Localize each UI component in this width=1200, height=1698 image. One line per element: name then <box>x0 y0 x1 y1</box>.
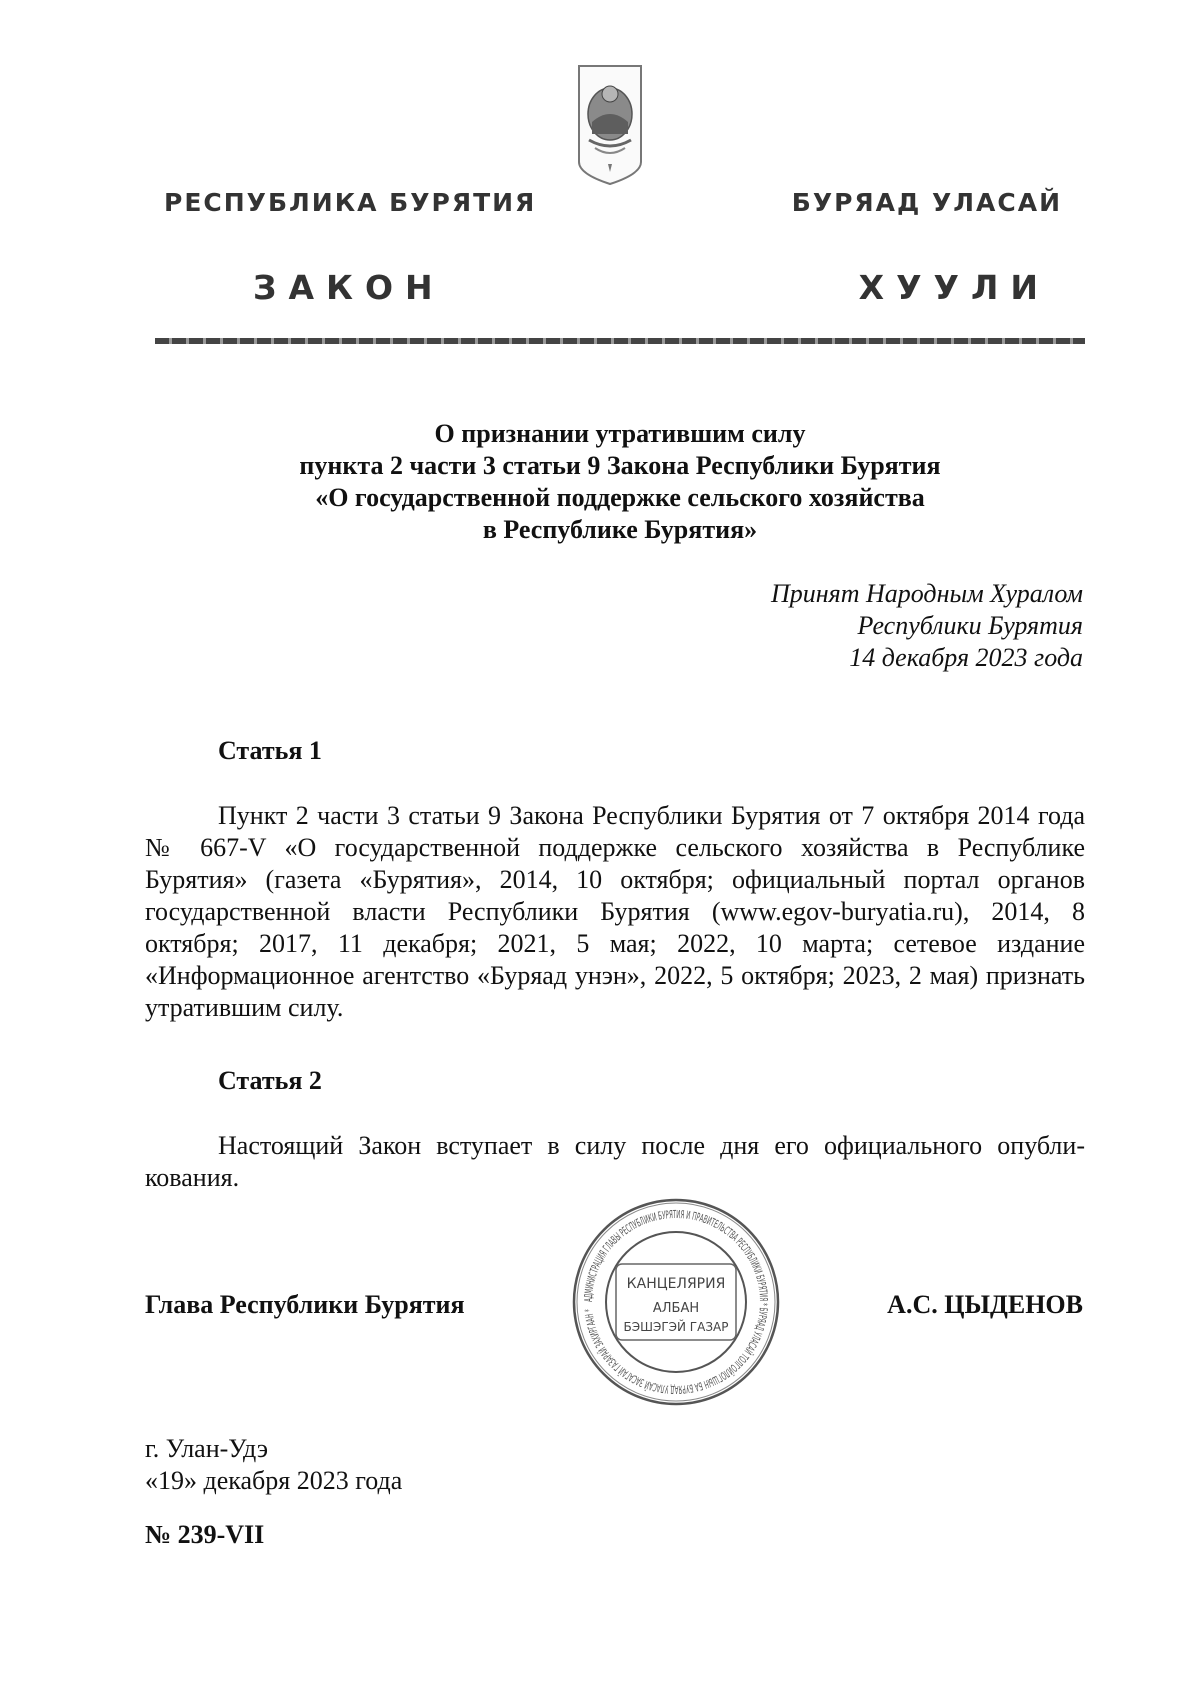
coat-of-arms-emblem <box>575 62 645 187</box>
city: г. Улан-Удэ <box>145 1434 269 1463</box>
title-line-2: пункта 2 части 3 статьи 9 Закона Республики Бурятия <box>299 451 941 480</box>
article-1-heading: Статья 1 <box>218 736 322 765</box>
header-divider <box>155 338 1085 344</box>
seal-outer-text: АДМИНИСТРАЦИЯ ГЛАВЫ РЕСПУБЛИКИ БУРЯТИЯ И ПРАВИТЕЛЬСТВА РЕСПУБЛИКИ БУРЯТИЯ * БУРЯАД УЛАСАЙ ТОЛГОЙЛОГШЫН БА БУРЯАД УЛАСАЙ ЗАСАГАЙ ГАЗАРАЙ ЗАХИРГААН * <box>581 1207 771 1397</box>
seal-line-3: БЭШЭГЭЙ ГАЗАР <box>623 1320 729 1334</box>
title-line-4: в Республике Бурятия» <box>482 515 758 544</box>
header-republic-right: БУРЯАД УЛАСАЙ <box>791 188 1062 217</box>
signatory-position: Глава Республики Бурятия <box>145 1290 465 1319</box>
adoption-line-3: 14 декабря 2023 года <box>849 643 1083 672</box>
adoption-note <box>771 578 1083 674</box>
article-1-text: Пункт 2 части 3 статьи 9 Закона Республики Бурятия от 7 октября 2014 года № 667-V «О государственной поддержке сельского хозяйства в Республике Бурятия» (газета «Бурятия», 2014, 10 октября; официальный портал органов государственной власти Республики Бурятия (www.egov-buryatia.ru), 2014, 8 октября; 2017, 11 декабря; 2021, 5 мая; 2022, 10 марта; сетевое издание «Информационное агентство «Буряад унэн», 2022, 5 октября; 2023, 2 мая) признать утратившим силу. <box>145 801 1085 1022</box>
adoption-line-1: Принят Народным Хуралом <box>770 579 1083 608</box>
title-line-1: О признании утратившим силу <box>434 419 806 448</box>
signatory-name: А.С. ЦЫДЕНОВ <box>887 1290 1083 1319</box>
seal-line-1: КАНЦЕЛЯРИЯ <box>626 1276 726 1292</box>
official-seal-stamp <box>570 1196 782 1408</box>
adoption-line-2: Республики Бурятия <box>857 611 1083 640</box>
article-2-heading: Статья 2 <box>218 1066 322 1095</box>
signing-date: «19» декабря 2023 года <box>145 1466 403 1495</box>
law-number: № 239-VII <box>145 1520 265 1549</box>
header-law-left: ЗАКОН <box>253 268 445 307</box>
title-line-3: «О государственной поддержке сельского хозяйства <box>315 483 925 512</box>
header-republic-left: РЕСПУБЛИКА БУРЯТИЯ <box>164 188 537 217</box>
article-2-text: Настоящий Закон вступает в силу после дня его официального опубликования. <box>145 1131 1085 1192</box>
header-law-right: ХУУЛИ <box>858 268 1050 307</box>
document-title <box>150 418 1090 546</box>
seal-line-2: АЛБАН <box>652 1301 700 1316</box>
place-and-date <box>145 1433 402 1497</box>
